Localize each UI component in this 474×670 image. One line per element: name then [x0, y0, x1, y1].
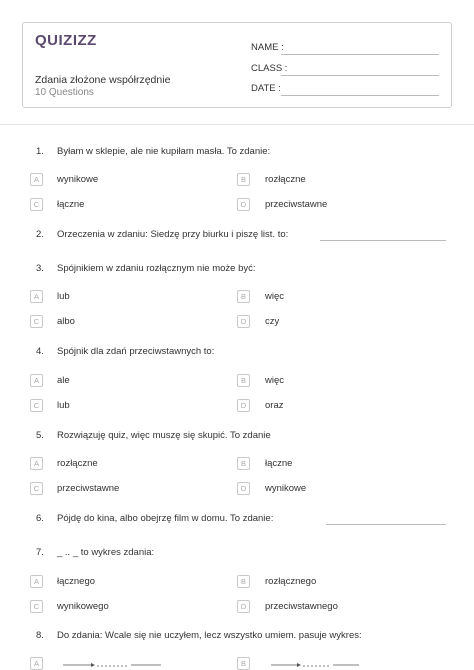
option-text: wynikowego [57, 601, 109, 612]
option-text: lub [57, 400, 70, 411]
option-badge-d: D [237, 198, 250, 211]
option-text: czy [265, 316, 280, 327]
sentence-diagram [57, 657, 167, 669]
name-label: NAME : [251, 42, 284, 53]
option-text: rozłącznego [265, 576, 317, 587]
question-number: 7. [36, 547, 44, 558]
option-badge-c: C [30, 399, 43, 412]
option-badge-b: B [237, 290, 250, 303]
question-text: Pójdę do kina, albo obejrzę film w domu. To zdanie: [57, 513, 274, 524]
option-text: lub [57, 291, 70, 302]
option-text: przeciwstawnego [265, 601, 338, 612]
answer-line [326, 524, 446, 525]
option-text: oraz [265, 400, 284, 411]
class-line [281, 75, 439, 76]
option-badge-d: D [237, 315, 250, 328]
option-text: łącznego [57, 576, 96, 587]
option-text: wynikowe [57, 174, 99, 185]
option-text: więc [265, 291, 285, 302]
option-badge-d: D [237, 482, 250, 495]
option-badge-a: A [30, 457, 43, 470]
option-badge-c: C [30, 315, 43, 328]
option-badge-a: A [30, 575, 43, 588]
option-badge-b: B [237, 173, 250, 186]
question-text: Rozwiązuję quiz, więc muszę się skupić. To zdanie [57, 430, 271, 441]
option-text: rozłączne [265, 174, 306, 185]
question-text: Orzeczenia w zdaniu: Siedzę przy biurku i piszę list. to: [57, 229, 289, 240]
option-text: albo [57, 316, 75, 327]
question-number: 6. [36, 513, 44, 524]
option-badge-d: D [237, 600, 250, 613]
worksheet-title: Zdania złożone współrzędnie [35, 74, 171, 86]
question-number: 1. [36, 146, 44, 157]
option-text: łączne [57, 199, 85, 210]
option-badge-a: A [30, 657, 43, 670]
question-count: 10 Questions [35, 87, 94, 98]
question-text: Spójnik dla zdań przeciwstawnych to: [57, 346, 215, 357]
date-line [281, 95, 439, 96]
answer-line [320, 240, 446, 241]
name-line [281, 54, 439, 55]
option-badge-d: D [237, 399, 250, 412]
date-label: DATE : [251, 83, 281, 94]
option-badge-b: B [237, 657, 250, 670]
question-number: 2. [36, 229, 44, 240]
option-badge-c: C [30, 198, 43, 211]
question-number: 8. [36, 630, 44, 641]
header-divider [0, 124, 474, 125]
option-badge-a: A [30, 374, 43, 387]
question-number: 4. [36, 346, 44, 357]
question-number: 5. [36, 430, 44, 441]
question-text: Spójnikiem w zdaniu rozłącznym nie może być: [57, 263, 256, 274]
question-number: 3. [36, 263, 44, 274]
worksheet-header [22, 22, 452, 108]
option-text: więc [265, 375, 285, 386]
option-text: ale [57, 375, 70, 386]
quizizz-logo: QUIZIZZ [35, 32, 97, 49]
class-label: CLASS : [251, 63, 288, 74]
question-text: Byłam w sklepie, ale nie kupiłam masła. To zdanie: [57, 146, 271, 157]
option-badge-b: B [237, 457, 250, 470]
option-text: przeciwstawne [57, 483, 120, 494]
option-badge-b: B [237, 575, 250, 588]
option-badge-a: A [30, 290, 43, 303]
option-badge-c: C [30, 482, 43, 495]
option-badge-a: A [30, 173, 43, 186]
sentence-diagram [265, 657, 365, 669]
option-text: rozłączne [57, 458, 98, 469]
option-text: przeciwstawne [265, 199, 328, 210]
option-badge-c: C [30, 600, 43, 613]
option-text: łączne [265, 458, 293, 469]
question-text: Do zdania: Wcale się nie uczyłem, lecz wszystko umiem. pasuje wykres: [57, 630, 362, 641]
question-text: _ .. _ to wykres zdania: [57, 547, 155, 558]
option-text: wynikowe [265, 483, 307, 494]
option-badge-b: B [237, 374, 250, 387]
